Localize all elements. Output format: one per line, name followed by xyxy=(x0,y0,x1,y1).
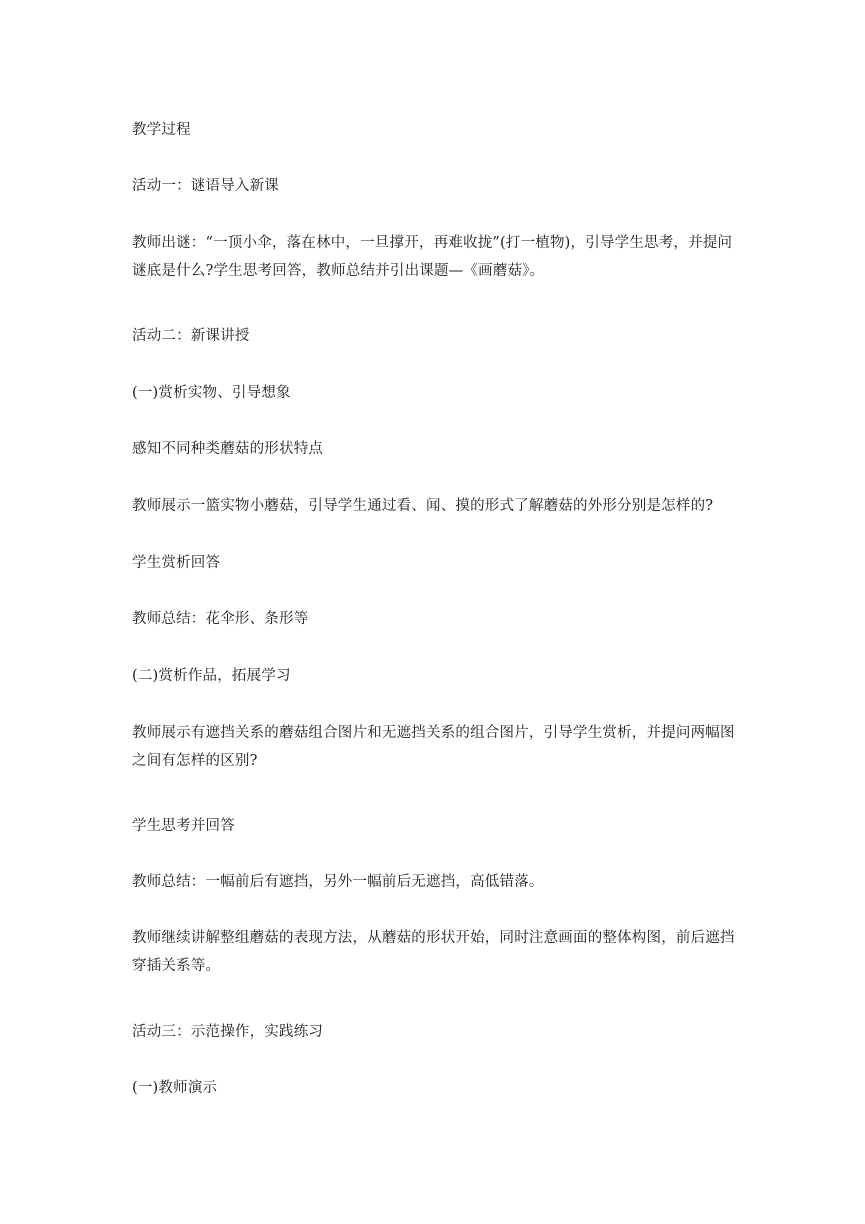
paragraph-shape-features: 感知不同种类蘑菇的形状特点 xyxy=(132,441,324,457)
paragraph-teacher-shows-basket: 教师展示一篮实物小蘑菇，引导学生通过看、闻、摸的形式了解蘑菇的外形分别是怎样的? xyxy=(132,498,714,514)
subheading-teacher-demo: (一)教师演示 xyxy=(132,1080,218,1096)
paragraph-students-answer: 学生赏析回答 xyxy=(132,555,221,571)
heading-activity-two: 活动二：新课讲授 xyxy=(132,328,250,344)
heading-activity-three: 活动三：示范操作，实践练习 xyxy=(132,1024,324,1040)
heading-teaching-process: 教学过程 xyxy=(132,122,191,138)
paragraph-teacher-summary-shapes: 教师总结：花伞形、条形等 xyxy=(132,611,309,627)
paragraph-teacher-explains-method: 教师继续讲解整组蘑菇的表现方法，从蘑菇的形状开始，同时注意画面的整体构图，前后遮挡穿插关系等。 xyxy=(132,930,735,974)
paragraph-students-think: 学生思考并回答 xyxy=(132,818,235,834)
subheading-appreciate-works: (二)赏析作品，拓展学习 xyxy=(132,668,291,684)
paragraph-teacher-shows-pictures: 教师展示有遮挡关系的蘑菇组合图片和无遮挡关系的组合图片，引导学生赏析，并提问两幅图之间有怎样的区别? xyxy=(132,725,735,769)
subheading-appreciate-objects: (一)赏析实物、引导想象 xyxy=(132,385,291,401)
heading-activity-one: 活动一：谜语导入新课 xyxy=(132,178,279,194)
paragraph-riddle: 教师出谜：“一顶小伞，落在林中，一旦撑开，再难收拢”(打一植物)，引导学生思考，并提问谜底是什么?学生思考回答，教师总结并引出课题—《画蘑菇》。 xyxy=(132,235,733,279)
paragraph-teacher-summary-overlap: 教师总结：一幅前后有遮挡，另外一幅前后无遮挡，高低错落。 xyxy=(132,874,544,890)
